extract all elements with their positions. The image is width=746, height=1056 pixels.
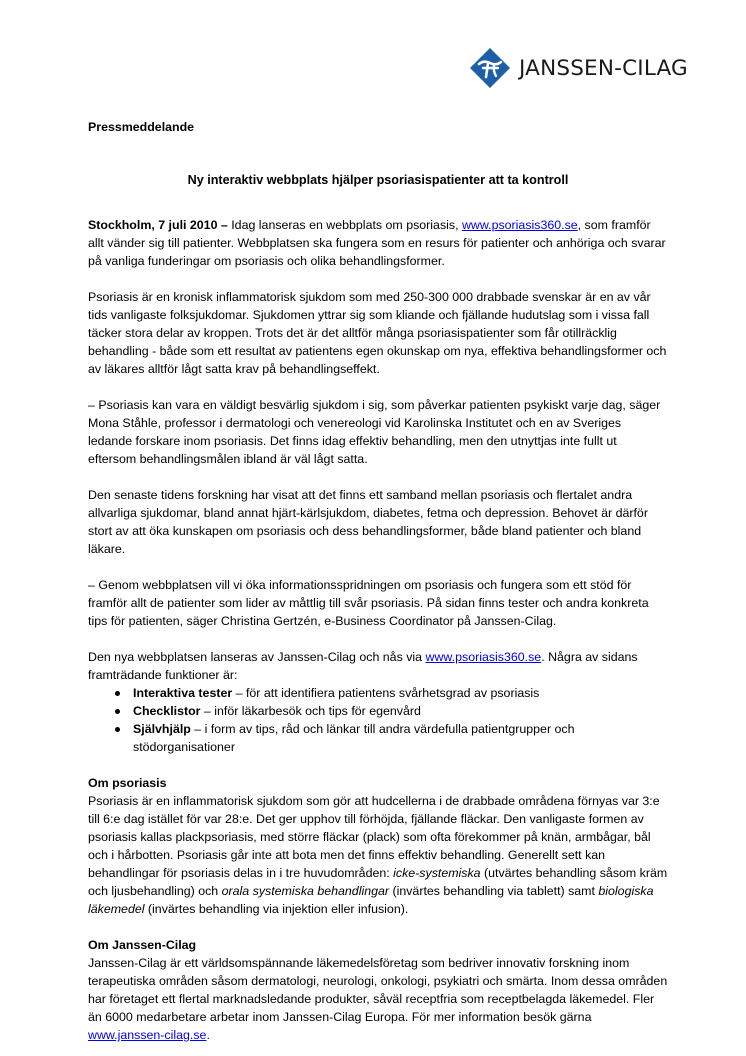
feature-desc: – i form av tips, råd och länkar till andra värdefulla patientgrupper och stödorganisationer: [133, 722, 575, 754]
about-company-paragraph: [88, 954, 668, 1044]
launch-paragraph: [88, 648, 668, 684]
headline: Ny interaktiv webbplats hjälper psoriasispatienter att ta kontroll: [187, 173, 569, 187]
feature-list: [88, 684, 668, 756]
feature-title: Självhjälp: [133, 722, 191, 736]
section-title-psoriasis: Om psoriasis: [88, 776, 167, 790]
list-item: [88, 684, 668, 702]
launch-text-1: Den nya webbplatsen lanseras av Janssen-Cilag och nås via: [88, 650, 426, 664]
about-psoriasis-paragraph: [88, 792, 668, 918]
launch-text-2: . Några av sidans framträdande funktioner är:: [88, 650, 638, 682]
paragraph-1: Psoriasis är en kronisk inflammatorisk sjukdom som med 250-300 000 drabbade svenskar är en av vår tids vanligaste folksjukdomar. Sjukdomen yttrar sig som kliande och fjällande hudutslag som i vissa fall täcker stora delar av kroppen. Trots det är det alltför många psoriasispatienter som får otillräcklig behandling - både som ett resultat av patientens egen okunskap om nya, effektiva behandlingsformer och av läkares alltför lågt satta krav på behandlingseffekt.: [88, 290, 667, 376]
logo-text: JANSSEN-CILAG: [519, 55, 688, 81]
press-release-body: [88, 118, 668, 1044]
paragraph-3: Den senaste tidens forskning har visat att det finns ett samband mellan psoriasis och flertalet andra allvarliga sjukdomar, bland annat hjärt-kärlsjukdom, diabetes, fetma och depression. Behovet är därför stort av att öka kunskapen om psoriasis och dess behandlingsformer, både bland patienter och bland läkare.: [88, 488, 648, 556]
about-psoriasis-text-3: (invärtes behandling via tablett) samt: [389, 884, 599, 898]
list-item: [88, 702, 668, 720]
feature-title: Interaktiva tester: [133, 686, 233, 700]
document-type: Pressmeddelande: [88, 120, 195, 134]
janssen-cilag-link[interactable]: www.janssen-cilag.se: [88, 1028, 207, 1042]
list-item: [88, 720, 668, 756]
paragraph-4: – Genom webbplatsen vill vi öka informationsspridningen om psoriasis och fungera som ett stöd för framför allt de patienter som lider av måttlig till svår psoriasis. På sidan finns tester och andra konkreta tips för patienten, säger Christina Gertzén, e-Business Coordinator på Janssen-Cilag.: [88, 578, 649, 628]
lead-text-1: Idag lanseras en webbplats om psoriasis,: [227, 218, 462, 232]
about-company-text-1: Janssen-Cilag är ett världsomspännande läkemedelsföretag som bedriver innovativ forskning inom terapeutiska områden såsom dermatologi, neurologi, onkologi, psykiatri och smärta. Inom dessa områden har företaget ett flertal marknadsledande produkter, såväl receptfria som receptbelagda läkemedel. Fler än 6000 medarbetare arbetar inom Janssen-Cilag Europa. För mer information besök gärna: [88, 956, 668, 1024]
about-psoriasis-em-2: orala systemiska behandlingar: [221, 884, 390, 898]
dateline: Stockholm, 7 juli 2010 –: [88, 218, 228, 232]
about-psoriasis-text-4: (invärtes behandling via injektion eller infusion).: [144, 902, 409, 916]
lead-text-2: , som framför allt vänder sig till patienter. Webbplatsen ska fungera som en resurs för patienter och anhöriga och svarar på vanliga funderingar om psoriasis och olika behandlingsformer.: [88, 218, 666, 268]
feature-desc: – för att identifiera patientens svårhetsgrad av psoriasis: [232, 686, 540, 700]
about-company-text-2: .: [206, 1028, 210, 1042]
about-psoriasis-text-1: Psoriasis är en inflammatorisk sjukdom som gör att hudcellerna i de drabbade områdena förnyas var 3:e till 6:e dag istället för var 28:e. Det ger upphov till förhöjda, fjällande fläckar. Den vanligaste formen av psoriasis kallas plackpsoriasis, med större fläckar (plack) som ofta förekommer på knän, armbågar, bål och i hårbotten. Psoriasis går inte att bota men det finns effektiv behandling. Generellt sett kan behandlingar för psoriasis delas in i tre huvudområden:: [88, 794, 660, 880]
psoriasis360-link-2[interactable]: www.psoriasis360.se: [425, 650, 542, 664]
feature-title: Checklistor: [133, 704, 201, 718]
psoriasis360-link[interactable]: www.psoriasis360.se: [461, 218, 578, 232]
lead-paragraph: [88, 216, 668, 270]
about-psoriasis-em-3: biologiska läkemedel: [88, 884, 654, 916]
section-title-company: Om Janssen-Cilag: [88, 938, 197, 952]
janssen-cilag-logo: [469, 47, 719, 89]
about-psoriasis-em-1: icke-systemiska: [393, 866, 481, 880]
feature-desc: – inför läkarbesök och tips för egenvård: [200, 704, 421, 718]
janssen-cilag-logo-icon: [469, 47, 511, 89]
about-psoriasis-text-2: (utvärtes behandling såsom kräm och ljusbehandling) och: [88, 866, 668, 898]
paragraph-2: – Psoriasis kan vara en väldigt besvärlig sjukdom i sig, som påverkar patienten psykiskt varje dag, säger Mona Ståhle, professor i dermatologi och venereologi vid Karolinska Institutet och en av Sveriges ledande forskare inom psoriasis. Det finns idag effektiv behandling, men den utnyttjas inte fullt ut eftersom behandlingsmålen ibland är väl lågt satta.: [88, 398, 661, 466]
